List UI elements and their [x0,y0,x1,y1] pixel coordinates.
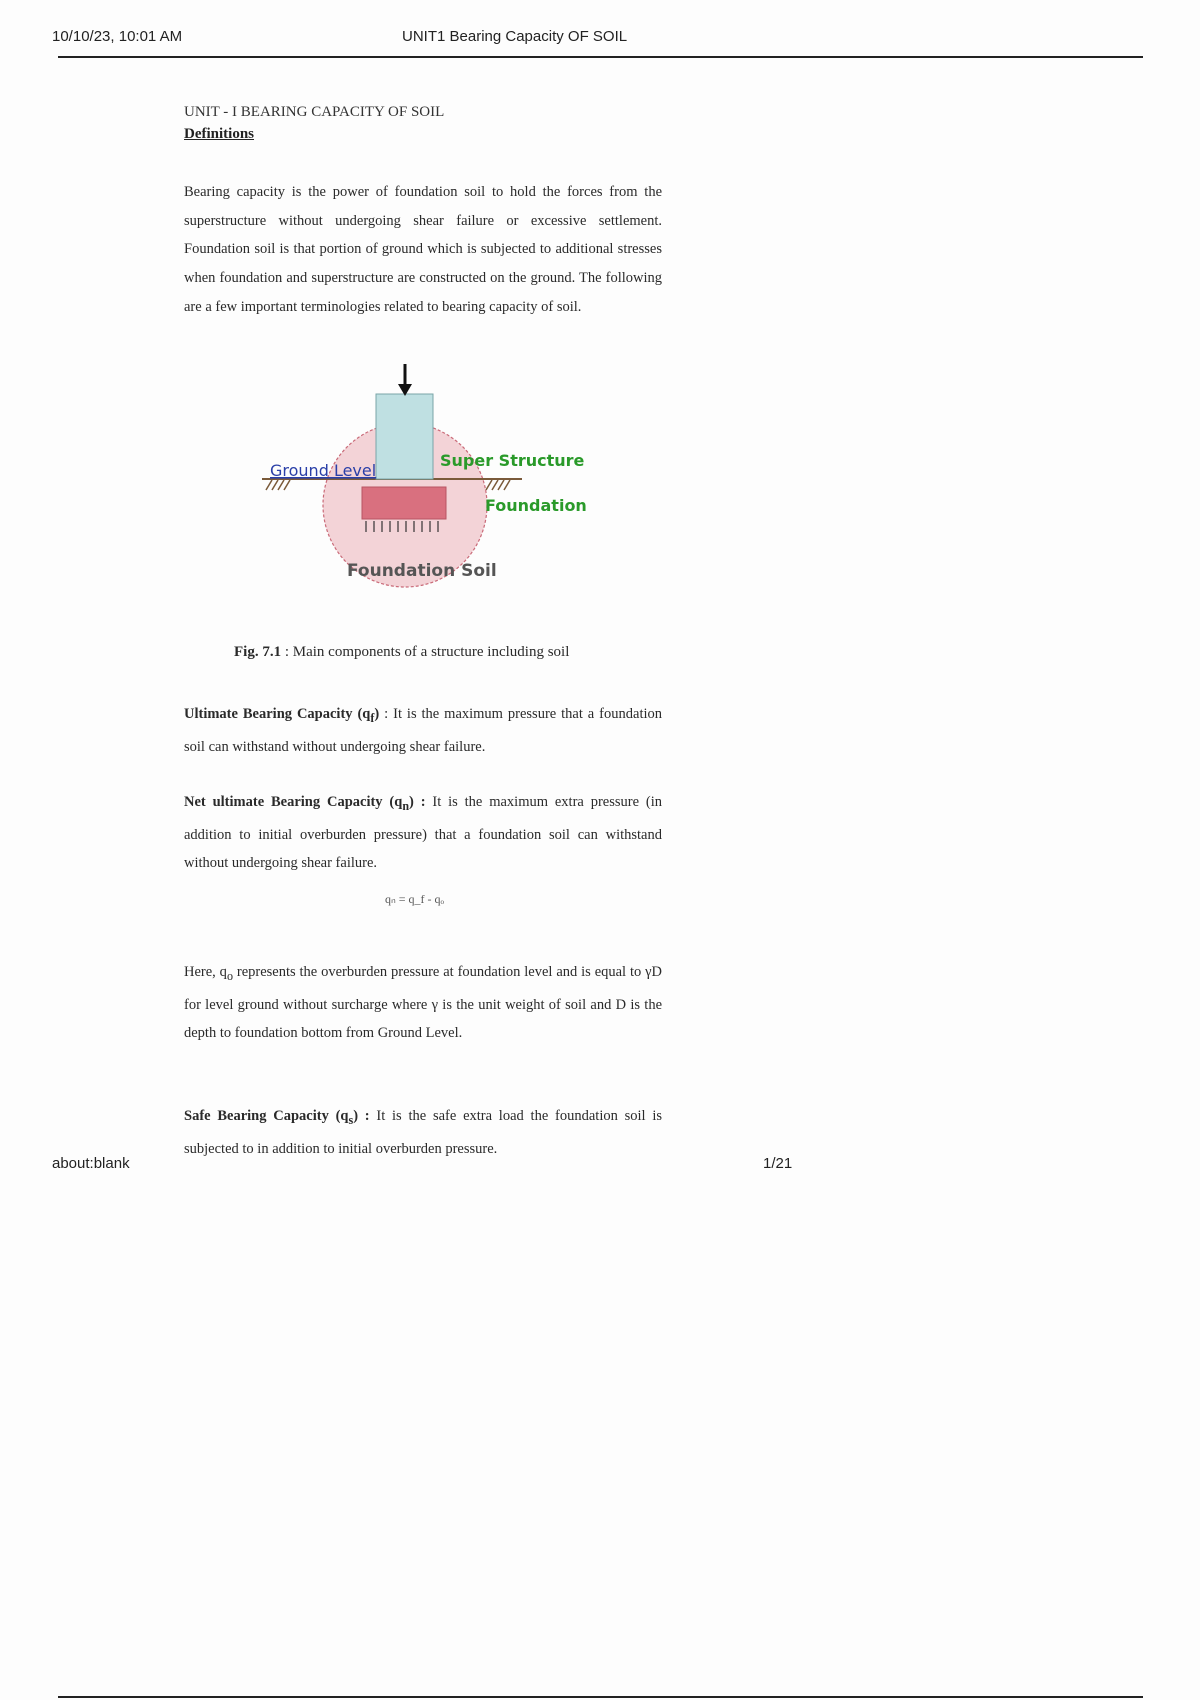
ultimate-term-text: Ultimate Bearing Capacity (q [184,706,371,722]
safe-term-close: ) : [353,1108,370,1124]
print-url: about:blank [52,1155,130,1172]
net-capacity-formula: qₙ = q_f - qₒ [385,892,444,906]
safe-term-text: Safe Bearing Capacity (q [184,1108,349,1124]
label-super-structure: Super Structure [440,451,585,470]
net-term-sub: n [402,798,410,813]
ultimate-bearing-capacity-paragraph [184,700,662,761]
intro-paragraph: Bearing capacity is the power of foundation soil to hold the forces from the superstructure without undergoing shear failure or excessive settlement. Foundation soil is that portion of ground which is subjected to additional stresses when foundation and superstructure are constructed on the ground. The following are a few important terminologies related to bearing capacity of soil. [184,184,662,315]
net-term-close: ) : [409,794,426,810]
super-structure-column [376,394,433,479]
figure-caption [234,644,569,661]
header-rule [58,56,1143,58]
net-ultimate-bearing-capacity-paragraph [184,788,662,878]
figure-structure-soil [250,360,610,645]
net-text: It is the maximum extra pressure (in addition to initial overburden pressure) that a foundation soil can withstand without undergoing shear failure. [184,794,662,872]
print-datetime: 10/10/23, 10:01 AM [52,28,183,45]
safe-text: It is the safe extra load the foundation soil is subjected to in addition to initial overburden pressure. [184,1108,663,1157]
structure-diagram [250,360,610,640]
ultimate-term [184,706,380,725]
net-term [184,794,426,813]
label-ground-level: Ground Level [270,461,377,480]
definitions-heading: Definitions [184,126,255,142]
safe-bearing-capacity-paragraph [184,1102,663,1157]
ultimate-term-close: ) [374,706,380,722]
print-page-number: 1/21 [763,1155,793,1172]
ultimate-text: : It is the maximum pressure that a foundation soil can withstand without undergoing shear failure. [184,706,662,755]
net-term-text: Net ultimate Bearing Capacity (q [184,794,403,810]
safe-term [184,1108,370,1127]
ground-hatch-right [486,480,510,490]
ground-hatch-left [266,480,290,490]
label-foundation-soil: Foundation Soil [347,561,497,581]
footer-rule [58,1696,1143,1698]
label-foundation: Foundation [485,496,587,515]
foundation-block [362,487,446,519]
here-pre: Here, q [184,964,227,980]
caption-text: : Main components of a structure including soil [281,644,570,660]
here-text: represents the overburden pressure at foundation level and is equal to γD for level ground without surcharge where γ is the unit weight of soil and D is the depth to foundation bottom from Ground Level. [184,964,663,1042]
ultimate-term-sub: f [370,710,375,725]
safe-term-sub: s [348,1112,354,1127]
caption-figure-number: Fig. 7.1 [234,644,282,660]
unit-title: UNIT - I BEARING CAPACITY OF SOIL [184,104,445,120]
here-sub: o [226,968,233,983]
print-page-title: UNIT1 Bearing Capacity OF SOIL [402,28,628,45]
overburden-explanation-paragraph [184,958,662,1048]
